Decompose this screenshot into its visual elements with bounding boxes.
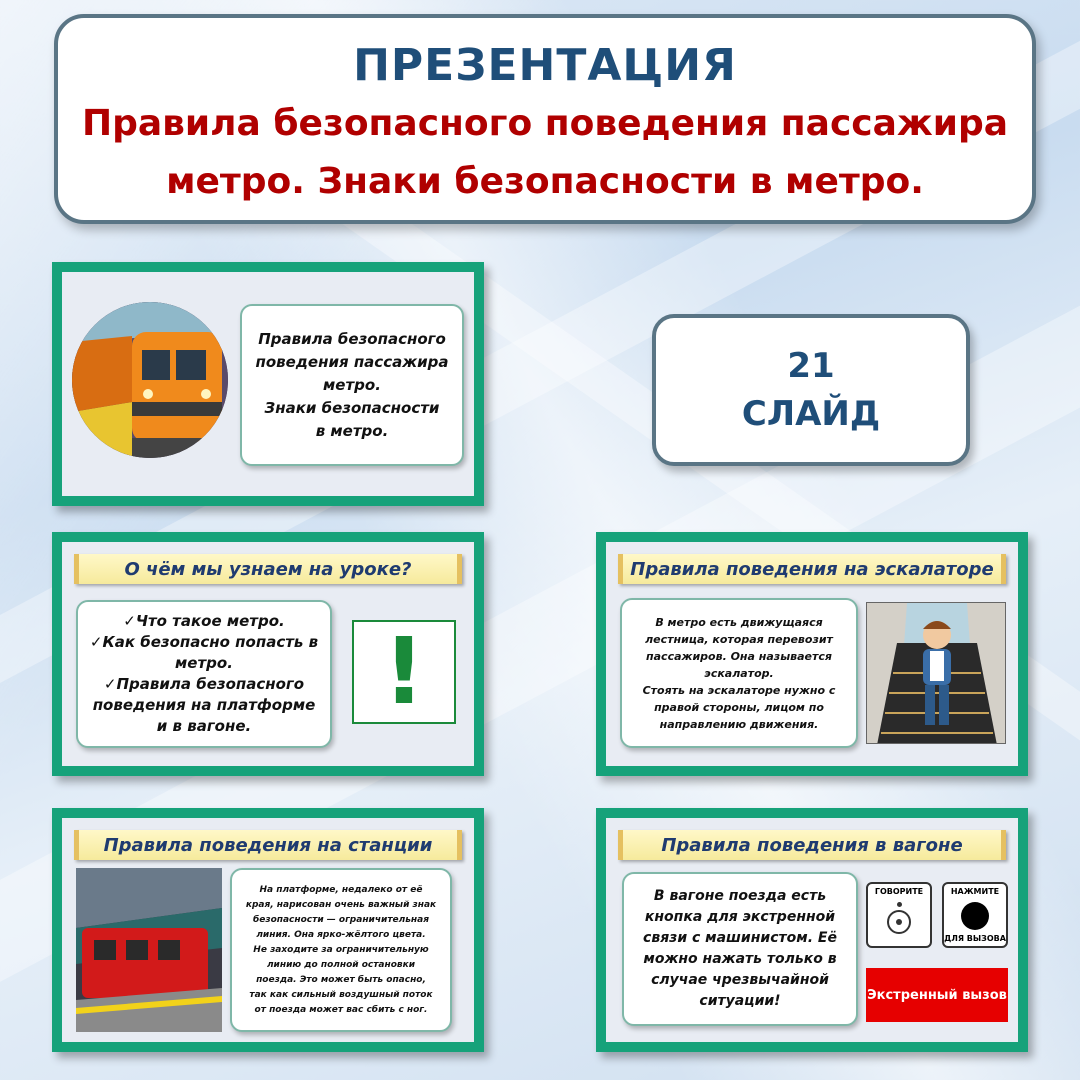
slide-count: 21: [787, 346, 835, 386]
text-line: Стоять на эскалаторе нужно с: [642, 683, 836, 697]
text-line: линию до полной остановки: [266, 959, 416, 970]
text-line: эскалатор.: [704, 666, 774, 680]
emergency-call-sign: Экстренный вызов: [866, 968, 1008, 1022]
slide-thumbnail-title[interactable]: [52, 262, 484, 506]
slide-thumbnail-lesson-overview[interactable]: [52, 532, 484, 776]
slide-thumbnail-carriage[interactable]: [596, 808, 1028, 1052]
text-line: поезда. Это может быть опасно,: [256, 974, 426, 985]
slide-thumbnail-escalator[interactable]: [596, 532, 1028, 776]
button-label: ГОВОРИТЕ: [874, 887, 924, 896]
talk-intercom-button: [866, 882, 932, 948]
button-label: НАЖМИТЕ: [950, 887, 1000, 896]
boy-on-escalator-illustration: [866, 602, 1006, 744]
metro-train-illustration: [72, 302, 228, 458]
text-line: На платформе, недалеко от её: [259, 884, 423, 895]
list-item: и в вагоне.: [156, 717, 252, 735]
slide-text-card: [76, 600, 332, 748]
slide-content: [62, 818, 474, 1042]
text-line: так как сильный воздушный поток: [249, 989, 433, 1000]
list-item: ✓Правила безопасного: [103, 675, 305, 693]
list-item: метро.: [175, 654, 233, 672]
slide-content: [62, 542, 474, 766]
text-line: безопасности — ограничительная: [252, 914, 430, 925]
text-line: Не заходите за ограничительную: [253, 944, 429, 955]
slide-banner: Правила поведения в вагоне: [618, 830, 1006, 860]
list-item: ✓Как безопасно попасть в: [89, 633, 319, 651]
slide-text-card: [622, 872, 858, 1026]
text-line: в метро.: [315, 421, 389, 440]
slide-text-card: [240, 304, 464, 466]
text-line: Знаки безопасности: [264, 398, 440, 417]
list-item: поведения на платформе: [92, 696, 316, 714]
text-line: можно нажать только в: [643, 951, 837, 967]
text-line: линия. Она ярко-жёлтого цвета.: [256, 929, 426, 940]
text-line: В вагоне поезда есть: [653, 888, 827, 904]
warning-exclamation-icon: !: [352, 620, 456, 724]
text-line: связи с машинистом. Её: [643, 930, 837, 946]
text-line: ситуации!: [699, 993, 781, 1009]
slide-banner: О чём мы узнаем на уроке?: [74, 554, 462, 584]
text-line: направлению движения.: [659, 717, 819, 731]
call-button-panel: [942, 882, 1008, 948]
slide-text-card: [620, 598, 858, 748]
red-metro-train-photo: [76, 868, 222, 1032]
text-line: В метро есть движущаяся: [655, 615, 823, 629]
subtitle-line: Правила безопасного поведения пассажира: [81, 103, 1009, 144]
speaker-icon: [887, 910, 911, 934]
text-line: Правила безопасного: [258, 329, 446, 348]
button-label: ДЛЯ ВЫЗОВА: [944, 934, 1006, 943]
text-line: лестница, которая перевозит: [645, 632, 833, 646]
slide-banner: Правила поведения на эскалаторе: [618, 554, 1006, 584]
page-title: ПРЕЗЕНТАЦИЯ: [353, 40, 737, 91]
text-line: пассажиров. Она называется: [646, 649, 832, 663]
slide-banner: Правила поведения на станции: [74, 830, 462, 860]
page-subtitle: [58, 95, 1032, 211]
slide-text-card: [230, 868, 452, 1032]
slide-thumbnail-station[interactable]: [52, 808, 484, 1052]
slide-count-label: СЛАЙД: [741, 394, 881, 434]
call-button-icon: [961, 902, 989, 930]
slide-content: [606, 818, 1018, 1042]
text-line: поведения пассажира: [255, 352, 449, 371]
slide-content: [62, 272, 474, 496]
list-item: ✓Что такое метро.: [123, 612, 285, 630]
subtitle-line: метро. Знаки безопасности в метро.: [166, 161, 924, 202]
text-line: случае чрезвычайной: [651, 972, 829, 988]
text-line: кнопка для экстренной: [644, 909, 836, 925]
text-line: от поезда может вас сбить с ног.: [254, 1004, 428, 1015]
header-panel: [54, 14, 1036, 224]
text-line: правой стороны, лицом по: [654, 700, 824, 714]
slide-count-badge: [652, 314, 970, 466]
microphone-icon: [897, 902, 902, 907]
text-line: края, нарисован очень важный знак: [245, 899, 437, 910]
slide-content: [606, 542, 1018, 766]
text-line: метро.: [323, 375, 381, 394]
